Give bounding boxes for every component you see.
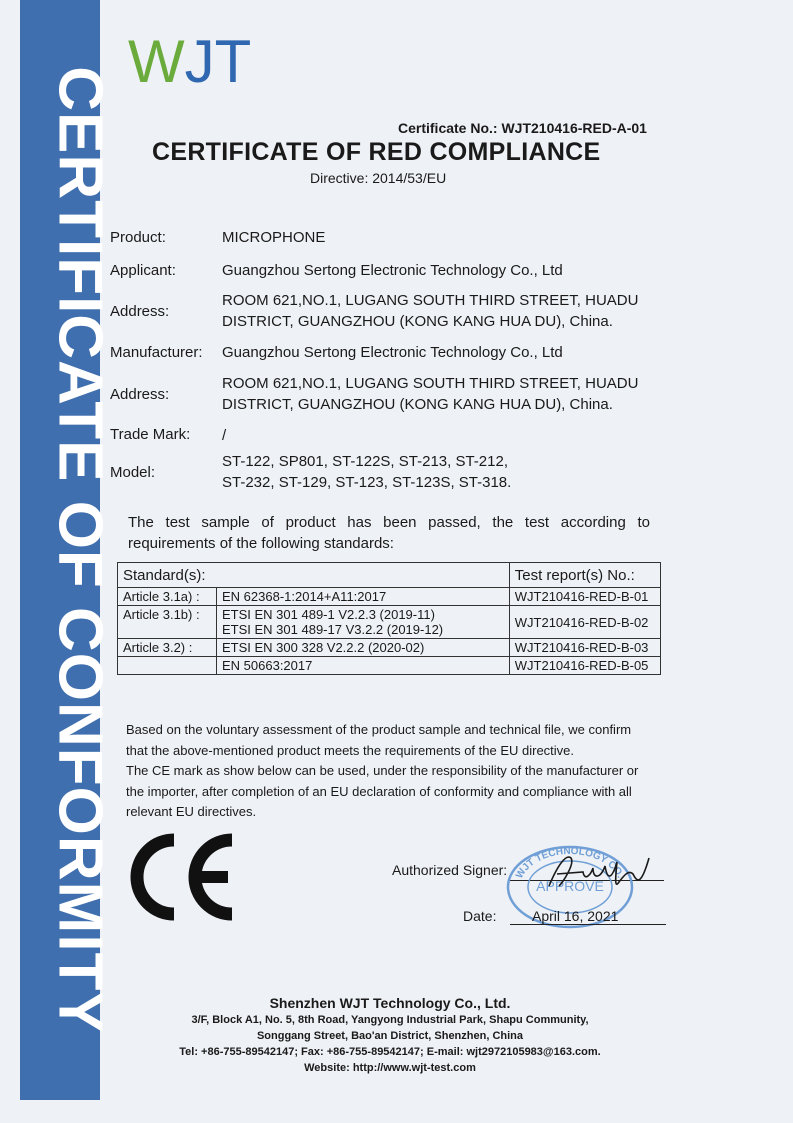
statement-line: relevant EU directives. (126, 804, 257, 819)
row-article: Article 3.1a) : (118, 588, 217, 606)
stamp-ring-text: WJT TECHNOLOGY CO. (514, 845, 626, 881)
trademark-label: Trade Mark: (110, 426, 191, 443)
authorized-signer-label: Authorized Signer: (392, 862, 508, 878)
trademark-value: / (222, 427, 227, 444)
row-report: WJT210416-RED-B-01 (509, 588, 660, 606)
handwritten-signature (545, 852, 655, 892)
applicant-value: Guangzhou Sertong Electronic Technology Co., Ltd (222, 262, 563, 279)
sidebar-title: CERTIFICATE OF CONFORMITY (45, 66, 115, 1034)
table-row (118, 657, 661, 675)
row-report: WJT210416-RED-B-03 (509, 639, 660, 657)
manufacturer-address-value (222, 373, 638, 415)
row-report: WJT210416-RED-B-05 (509, 657, 660, 675)
certificate-number: Certificate No.: WJT210416-RED-A-01 (398, 120, 647, 136)
row-article (118, 657, 217, 675)
page-title: CERTIFICATE OF RED COMPLIANCE (152, 138, 601, 166)
table-row (118, 588, 661, 606)
ce-mark-icon (130, 832, 240, 922)
applicant-label: Applicant: (110, 262, 176, 279)
applicant-address-label: Address: (110, 303, 170, 320)
table-header-row (118, 563, 661, 588)
row-standard (217, 606, 510, 639)
applicant-address-value (222, 290, 638, 332)
conformity-statement (126, 720, 661, 823)
standards-table (117, 562, 661, 675)
row-standard: ETSI EN 300 328 V2.2.2 (2020-02) (217, 639, 510, 657)
row-standard-line1: ETSI EN 301 489-1 V2.2.3 (2019-11) (222, 607, 435, 622)
wjt-logo-text: WJT (128, 30, 252, 90)
sidebar-band (20, 0, 115, 1100)
date-line (510, 924, 666, 925)
model-line2: ST-232, ST-129, ST-123, ST-123S, ST-318. (222, 474, 512, 491)
footer (140, 994, 640, 1076)
model-line1: ST-122, SP801, ST-122S, ST-213, ST-212, (222, 453, 508, 470)
directive: Directive: 2014/53/EU (310, 170, 447, 186)
table-row (118, 639, 661, 657)
footer-address-line1: 3/F, Block A1, No. 5, 8th Road, Yangyong Industrial Park, Shapu Community, (191, 1014, 589, 1026)
applicant-address-line1: ROOM 621,NO.1, LUGANG SOUTH THIRD STREET, HUADU (222, 292, 639, 309)
manufacturer-address-line1: ROOM 621,NO.1, LUGANG SOUTH THIRD STREET, HUADU (222, 375, 639, 392)
intro-text: The test sample of product has been passed, the test according to requirements of the following standards: (128, 514, 650, 552)
model-label: Model: (110, 464, 156, 481)
manufacturer-address-label: Address: (110, 386, 170, 403)
model-value (222, 451, 511, 493)
applicant-address-line2: DISTRICT, GUANGZHOU (KONG KANG HUA DU), China. (222, 313, 613, 330)
row-report: WJT210416-RED-B-02 (509, 606, 660, 639)
row-standard-line2: ETSI EN 301 489-17 V3.2.2 (2019-12) (222, 622, 444, 637)
footer-address-line2: Songgang Street, Bao'an District, Shenzhen, China (256, 1030, 524, 1042)
header-report: Test report(s) No.: (509, 563, 660, 588)
footer-company: Shenzhen WJT Technology Co., Ltd. (269, 995, 511, 1011)
manufacturer-value: Guangzhou Sertong Electronic Technology Co., Ltd (222, 344, 563, 361)
header-standard: Standard(s): (118, 563, 510, 588)
product-label: Product: (110, 229, 166, 246)
footer-contact: Tel: +86-755-89542147; Fax: +86-755-89542147; E-mail: wjt2972105983@163.com. (179, 1046, 601, 1058)
statement-line: the importer, after completion of an EU declaration of conformity and compliance with all (126, 783, 632, 799)
row-standard: EN 62368-1:2014+A11:2017 (217, 588, 510, 606)
statement-line: that the above-mentioned product meets the requirements of the EU directive. (126, 742, 575, 758)
manufacturer-label: Manufacturer: (110, 344, 203, 361)
date-value: April 16, 2021 (532, 908, 619, 924)
row-article: Article 3.1b) : (118, 606, 217, 639)
date-label: Date: (463, 908, 497, 924)
row-article: Article 3.2) : (118, 639, 217, 657)
stamp-center-text: APPROVE (536, 878, 604, 894)
product-value: MICROPHONE (222, 229, 326, 246)
table-row (118, 606, 661, 639)
statement-line: The CE mark as show below can be used, under the responsibility of the manufacturer or (126, 763, 639, 778)
manufacturer-address-line2: DISTRICT, GUANGZHOU (KONG KANG HUA DU), China. (222, 396, 613, 413)
row-standard: EN 50663:2017 (217, 657, 510, 675)
footer-website: Website: http://www.wjt-test.com (304, 1062, 476, 1074)
statement-line: Based on the voluntary assessment of the product sample and technical file, we confirm (126, 722, 632, 737)
wjt-logo (128, 30, 278, 90)
